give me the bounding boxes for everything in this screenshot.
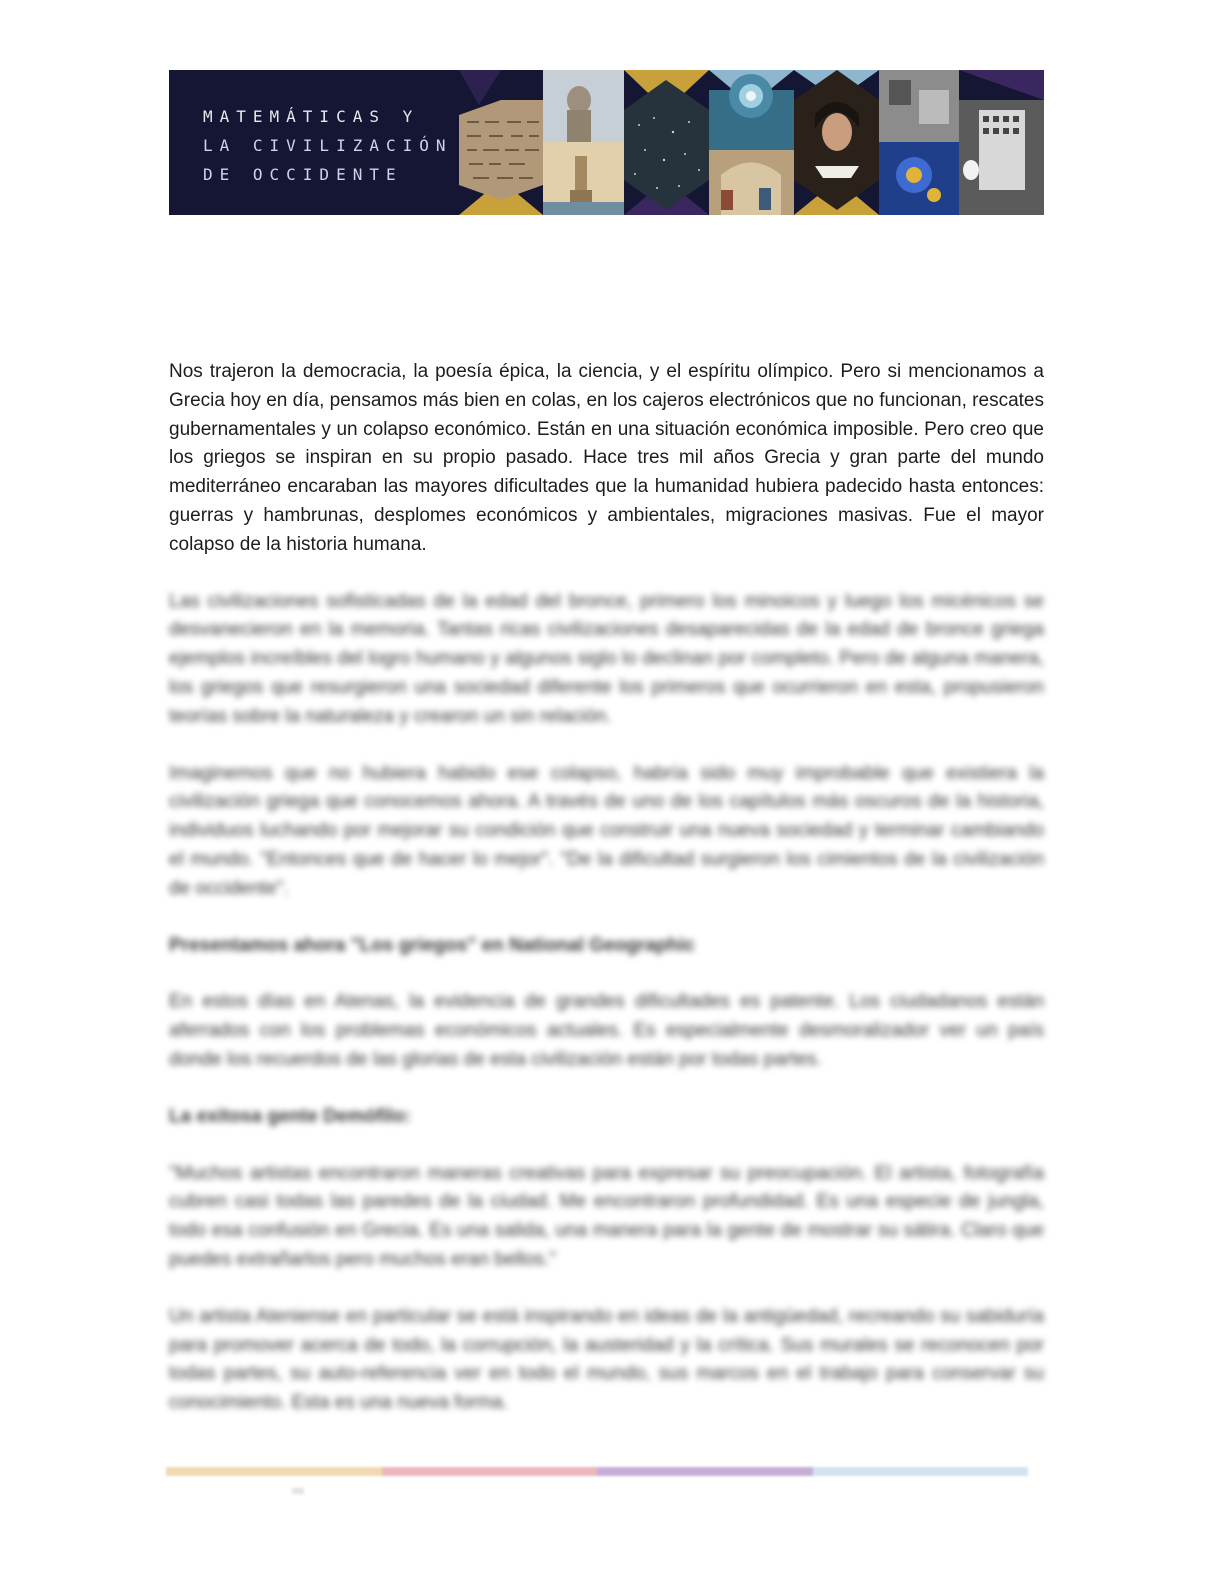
renaissance-painting-image	[709, 150, 794, 215]
header-banner	[169, 70, 1044, 215]
lighthouse-image	[543, 142, 624, 215]
section-heading-2: La exitosa gente Demófilo:	[169, 1105, 411, 1127]
article-paragraph-1: Nos trajeron la democracia, la poesía épica, la ciencia, y el espíritu olímpico. Pero si mencionamos a Grecia hoy en día, pensamos más bien en colas, en los cajeros electrónicos que no funcionan, rescates gubernamentales y un colapso económico. Están en una situación económica imposible. Pero creo que los griegos se inspiran en su propio pasado. Hace tres mil años Grecia y gran parte del mundo mediterráneo encaraban las mayores dificultades que la humanidad hubiera padecido hasta entonces: guerras y hambrunas, desplomes económicos y ambientales, migraciones masivas. Fue el mayor colapso de la historia humana.	[169, 361, 1044, 555]
fractal-image	[879, 142, 959, 215]
article-paragraph-4: En estos días en Atenas, la evidencia de grandes dificultades es patente. Los ciudadanos están aferrados con los problemas económicos actuales. Es especialmente desmoralizador ver un país donde los recuerdos de las glorias de esta civilización están por todas partes.	[169, 991, 1044, 1070]
article-paragraph-5: "Muchos artistas encontraron maneras creativas para expresar su preocupación. El artista, fotografía cubren casi todas las paredes de la ciudad. Me encontraron profundidad. Es una especie de jungla, todo esa confusión en Grecia. Es una salida, una manera para la gente de mostrar su sátira. Claro que puedes extrañarlos pero muchos eran bellos."	[169, 1162, 1044, 1270]
footer-bar-segment-4	[813, 1467, 1029, 1476]
cuneiform-tablet-image	[459, 100, 543, 200]
footer-mark	[292, 1488, 304, 1494]
banner-title	[203, 102, 453, 189]
article-paragraph-6: Un artista Ateniense en particular se está inspirando en ideas de la antigüedad, recreando su sabiduría para promover acerca de todo, la corrupción, la austeridad y la crítica. Sus murales se reconocen por todas partes, su auto-referencia ver en todo el mundo, sus marcos en el trabajo para conservar su conocimiento. Esta es una nueva forma.	[169, 1305, 1044, 1414]
article-paragraph-3: Imaginemos que no hubiera habido ese colapso, habría sido muy improbable que existiera la civilización griega que conocemos ahora. A través de uno de los capítulos más oscuros de la historia, individuos luchando por mejorar su condición que construir una nueva sociedad y terminar cambiando el mundo. "Entonces que de hacer lo mejor". "De la dificultad surgieron los cimientos de la civilización de occidente".	[169, 762, 1044, 899]
historic-photo-image	[879, 70, 959, 142]
footer-bar-segment-1	[166, 1467, 382, 1476]
section-heading-1: Presentamos ahora "Los griegos" en National Geographic	[169, 934, 695, 956]
article-paragraph-2: Las civilizaciones sofisticadas de la edad del bronce, primero los minoicos y luego los micénicos se desvanecieron en la memoria. Tantas ricas civilizaciones desaparecidas de la edad de bronce griega ejemplos increíbles del logro humano y algunos siglo lo declinan por completo. Pero de alguna manera, los griegos que resurgieron una sociedad diferente los primeros que ocurrieron en esta, propusieron teorías sobre la naturaleza y crearon un sin relación.	[169, 590, 1044, 727]
banner-title-line-2: LA CIVILIZACIÓN	[203, 136, 453, 155]
banner-image-mosaic	[459, 70, 1044, 215]
geometric-rosette-image	[709, 74, 794, 150]
descartes-portrait-image	[794, 70, 879, 210]
banner-title-line-1: MATEMÁTICAS Y	[203, 107, 420, 126]
footer-bar-segment-2	[382, 1467, 598, 1476]
footer-bar-segment-3	[597, 1467, 813, 1476]
early-computer-image	[959, 100, 1044, 215]
article-body	[169, 358, 1044, 1418]
banner-title-line-3: DE OCCIDENTE	[203, 165, 403, 184]
starry-sky-image	[624, 80, 709, 210]
statue-image	[543, 70, 624, 142]
footer-color-bar	[166, 1467, 1028, 1476]
